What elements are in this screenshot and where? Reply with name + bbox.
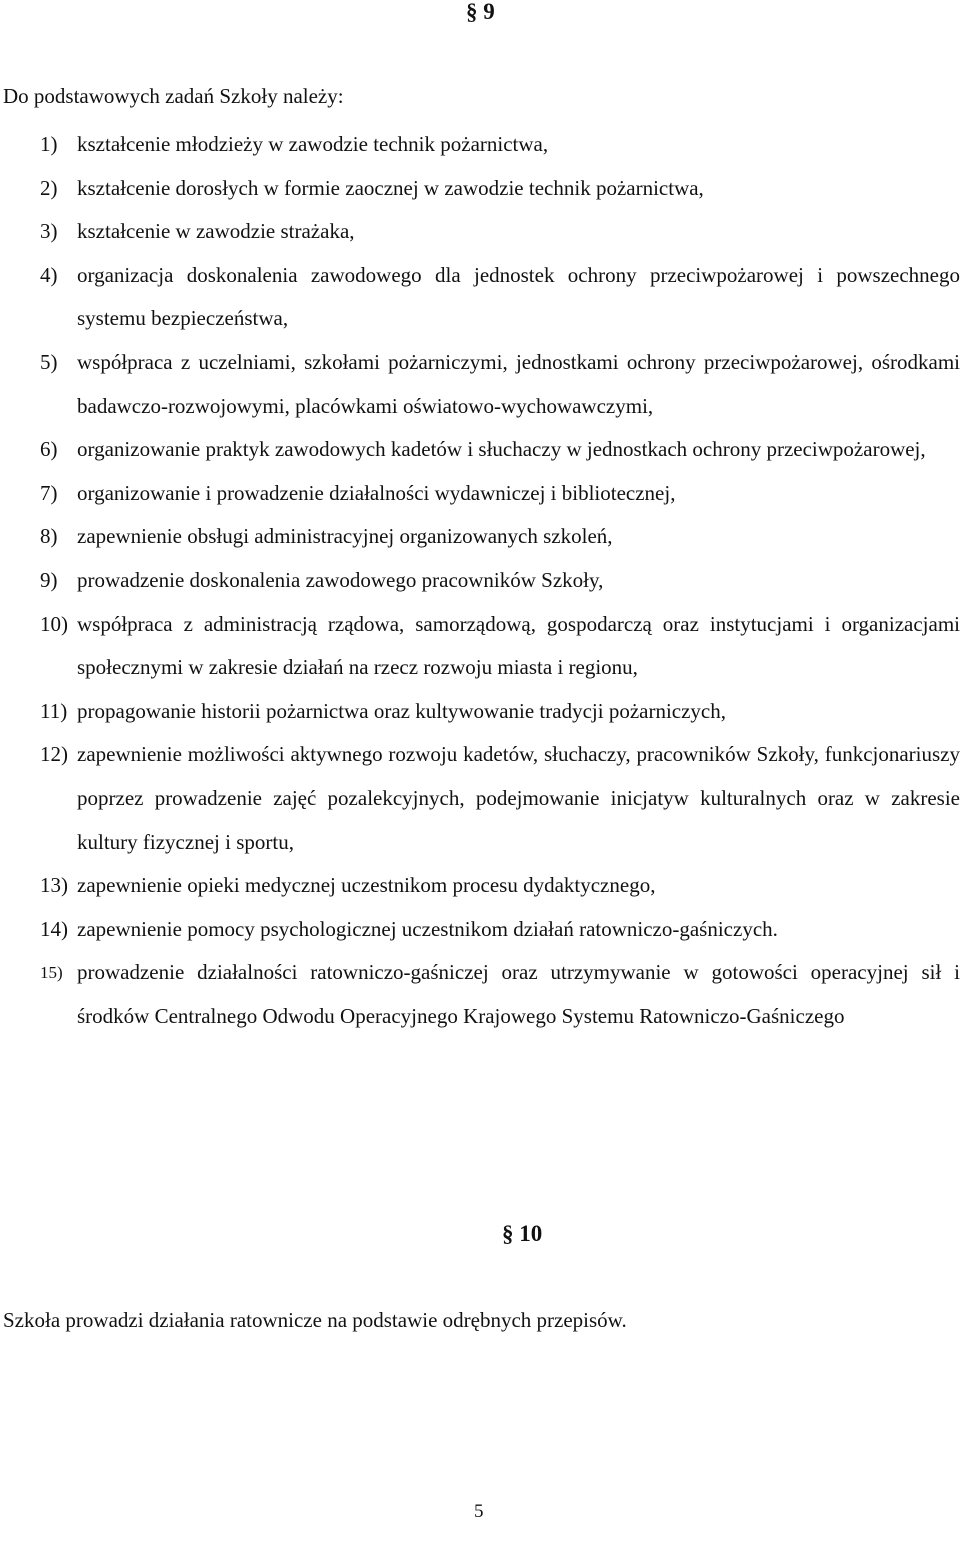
list-item-text: organizacja doskonalenia zawodowego dla jednostek ochrony przeciwpożarowej i powszechnego systemu bezpieczeństwa, [77,262,960,331]
list-item-text: współpraca z uczelniami, szkołami pożarniczymi, jednostkami ochrony przeciwpożarowej, ośrodkami badawczo-rozwojowymi, placówkami oświatowo-wychowawczymi, [77,349,960,418]
section-10-heading: § 10 [502,1221,543,1246]
section-10-text: Szkoła prowadzi działania ratownicze na podstawie odrębnych przepisów. [3,1308,627,1332]
list-item-text: zapewnienie pomocy psychologicznej uczestnikom działań ratowniczo-gaśniczych. [77,916,778,941]
list-item-text: propagowanie historii pożarnictwa oraz kultywowanie tradycji pożarniczych, [77,698,727,723]
list-item-number: 8) [40,524,58,549]
list-item-text: organizowanie praktyk zawodowych kadetów i słuchaczy w jednostkach ochrony przeciwpożarowej, [77,437,926,462]
list-item-text: zapewnienie obsługi administracyjnej organizowanych szkoleń, [77,524,613,549]
list-item-number: 15) [40,963,63,983]
list-item-number: 1) [40,132,58,156]
list-item [40,167,960,211]
list-item-number: 7) [40,480,58,505]
list-item-number: 12) [40,742,68,767]
list-item-number: 10) [40,611,68,636]
list-item [40,951,960,1038]
list-item [40,515,960,559]
list-item-number: 3) [40,219,58,244]
list-item-text: organizowanie i prowadzenie działalności wydawniczej i bibliotecznej, [77,480,676,505]
list-item [40,472,960,516]
list-item-text: kształcenie młodzieży w zawodzie technik pożarnictwa, [77,132,549,156]
section-9-heading: § 9 [466,0,495,24]
list-item-number: 11) [40,698,68,723]
list-item-text: współpraca z administracją rządowa, samorządową, gospodarczą oraz instytucjami i organizacjami społecznymi w zakresie działań na rzecz rozwoju miasta i regionu, [77,611,960,680]
list-item-number: 6) [40,437,58,462]
list-item-text: prowadzenie działalności ratowniczo-gaśniczej oraz utrzymywanie w gotowości operacyjnej sił i środków Centralnego Odwodu Operacyjnego Krajowego Systemu Ratowniczo-Gaśniczego [77,960,960,1028]
list-item-text: zapewnienie możliwości aktywnego rozwoju kadetów, słuchaczy, pracowników Szkoły, funkcjonariuszy poprzez prowadzenie zajęć pozalekcyjnych, podejmowanie inicjatyw kulturalnych oraz w zakresie kultury fizycznej i sportu, [77,742,960,854]
tasks-list [40,123,960,1038]
list-item [40,603,960,690]
list-item [40,341,960,428]
intro-text: Do podstawowych zadań Szkoły należy: [3,84,344,108]
list-item-number: 14) [40,916,68,941]
list-item [40,690,960,734]
list-item [40,908,960,952]
list-item [40,733,960,864]
list-item-number: 2) [40,175,58,200]
list-item-number: 4) [40,262,58,287]
list-item [40,123,960,167]
list-item-text: kształcenie w zawodzie strażaka, [77,219,355,244]
list-item [40,864,960,908]
list-item [40,559,960,603]
list-item [40,254,960,341]
list-item [40,210,960,254]
list-item-number: 5) [40,349,58,374]
list-item [40,428,960,472]
list-item-number: 9) [40,567,58,592]
page-number: 5 [474,1501,484,1522]
list-item-text: prowadzenie doskonalenia zawodowego pracowników Szkoły, [77,567,604,592]
list-item-text: kształcenie dorosłych w formie zaocznej w zawodzie technik pożarnictwa, [77,175,704,200]
list-item-number: 13) [40,873,68,898]
list-item-text: zapewnienie opieki medycznej uczestnikom procesu dydaktycznego, [77,873,656,898]
